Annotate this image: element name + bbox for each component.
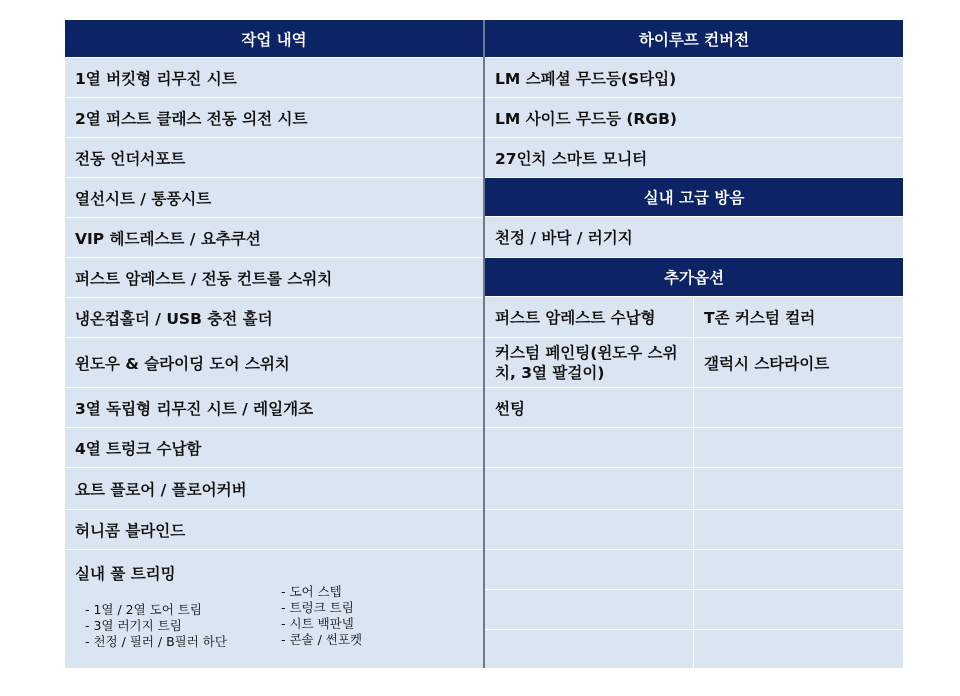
option-cell: 갤럭시 스타라이트 bbox=[694, 338, 903, 387]
option-cell: 썬팅 bbox=[485, 388, 693, 427]
empty-cell bbox=[694, 428, 903, 467]
empty-cell bbox=[485, 630, 693, 668]
left-row: 전동 언더서포트 bbox=[65, 138, 483, 177]
empty-cell bbox=[694, 468, 903, 509]
trim-item: - 천정 / 필러 / B필러 하단 bbox=[85, 634, 227, 649]
left-row: 허니콤 블라인드 bbox=[65, 510, 483, 549]
empty-cell bbox=[485, 510, 693, 549]
option-cell: T존 커스텀 컬러 bbox=[694, 297, 903, 337]
column-divider bbox=[483, 20, 485, 668]
conversion-row: LM 스페셜 무드등(S타입) bbox=[485, 58, 903, 97]
conversion-header: 하이루프 컨버전 bbox=[485, 20, 903, 57]
soundproof-header: 실내 고급 방음 bbox=[485, 178, 903, 216]
option-cell: 퍼스트 암레스트 수납형 bbox=[485, 297, 693, 337]
left-row: 퍼스트 암레스트 / 전동 컨트롤 스위치 bbox=[65, 258, 483, 297]
trim-item: - 1열 / 2열 도어 트림 bbox=[85, 602, 202, 617]
empty-cell bbox=[694, 630, 903, 668]
trim-list-right bbox=[281, 584, 362, 648]
empty-cell bbox=[485, 550, 693, 589]
trim-item: - 3열 러기지 트림 bbox=[85, 618, 182, 633]
empty-cell bbox=[485, 468, 693, 509]
soundproof-row: 천정 / 바닥 / 러기지 bbox=[485, 217, 903, 257]
option-cell: 커스텀 페인팅(윈도우 스위치, 3열 팔걸이) bbox=[485, 338, 693, 387]
left-row: 4열 트렁크 수납함 bbox=[65, 428, 483, 467]
trim-item: - 트렁크 트림 bbox=[281, 600, 354, 615]
left-row: 윈도우 & 슬라이딩 도어 스위치 bbox=[65, 338, 483, 387]
left-row: 1열 버킷형 리무진 시트 bbox=[65, 58, 483, 97]
left-row: VIP 헤드레스트 / 요추쿠션 bbox=[65, 218, 483, 257]
conversion-row: 27인치 스마트 모니터 bbox=[485, 138, 903, 177]
empty-cell bbox=[485, 590, 693, 629]
option-cell bbox=[694, 388, 903, 427]
left-row: 냉온컵홀더 / USB 충전 홀더 bbox=[65, 298, 483, 337]
empty-cell bbox=[485, 428, 693, 467]
empty-cell bbox=[694, 590, 903, 629]
conversion-row: LM 사이드 무드등 (RGB) bbox=[485, 98, 903, 137]
interior-trim-title: 실내 풀 트리밍 bbox=[75, 565, 176, 583]
left-header: 작업 내역 bbox=[65, 20, 483, 57]
trim-item: - 시트 백판넬 bbox=[281, 616, 354, 631]
options-header: 추가옵션 bbox=[485, 258, 903, 296]
empty-cell bbox=[694, 550, 903, 589]
trim-item: - 콘솔 / 썬포켓 bbox=[281, 632, 363, 647]
trim-item: - 도어 스텝 bbox=[281, 584, 342, 599]
empty-cell bbox=[694, 510, 903, 549]
left-row: 열선시트 / 통풍시트 bbox=[65, 178, 483, 217]
left-row: 요트 플로어 / 플로어커버 bbox=[65, 468, 483, 509]
left-row: 2열 퍼스트 클래스 전동 의전 시트 bbox=[65, 98, 483, 137]
trim-list-left bbox=[85, 602, 227, 650]
work-table bbox=[65, 20, 903, 668]
left-row: 3열 독립형 리무진 시트 / 레일개조 bbox=[65, 388, 483, 427]
